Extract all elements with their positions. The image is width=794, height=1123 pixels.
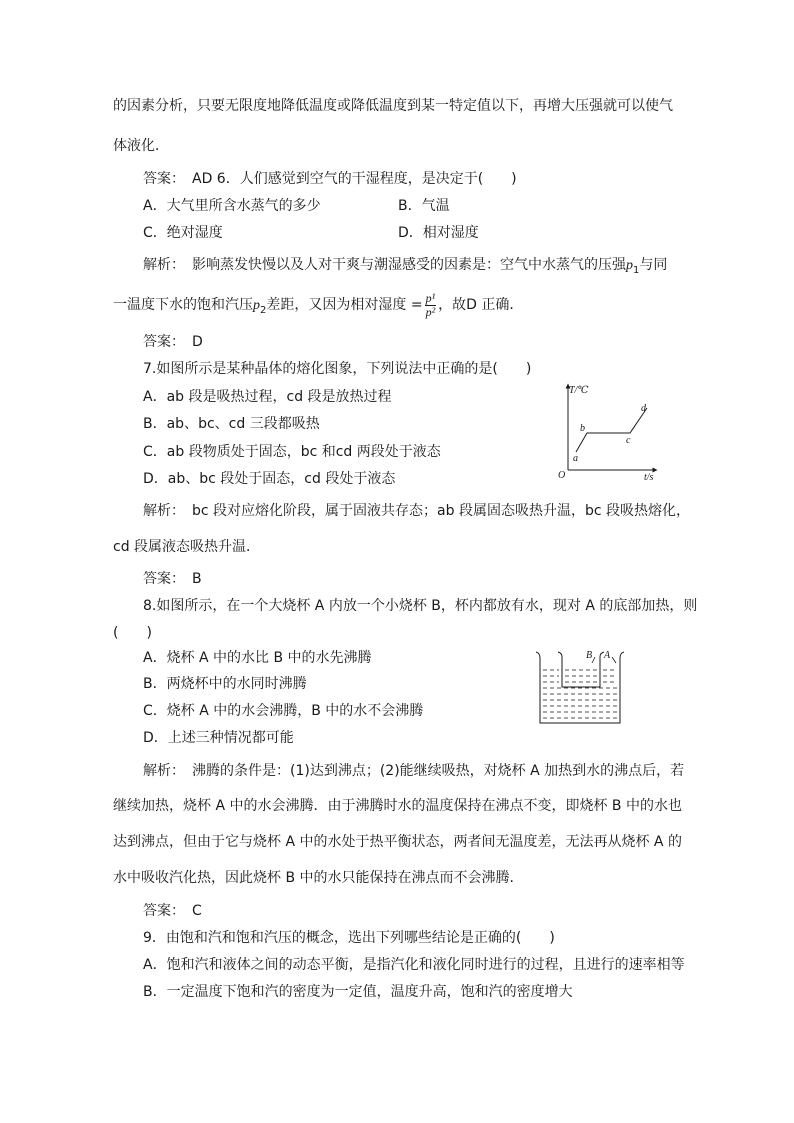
subscript: 2	[260, 304, 267, 316]
option-a: A．饱和汽和液体之间的动态平衡，是指汽化和液化同时进行的过程，且进行的速率相等	[143, 957, 685, 973]
text-line: 体液化．	[113, 138, 169, 154]
explanation-text: 一温度下水的饱和汽压	[113, 297, 253, 313]
point-c-label: c	[626, 435, 631, 446]
explanation-text: 解析： 影响蒸发快慢以及人对干爽与潮湿感受的因素是：空气中水蒸气的压强	[143, 257, 626, 273]
melting-graph	[555, 380, 670, 480]
beaker-diagram	[530, 645, 635, 730]
point-a-label: a	[573, 453, 578, 464]
fraction	[425, 292, 437, 319]
explanation-text: ，故D 正确．	[438, 297, 524, 313]
explanation-text: 与同	[639, 257, 668, 273]
fraction-denominator: p²	[425, 304, 436, 319]
answer-line: 答案： D	[143, 334, 203, 350]
option-c: C．烧杯 A 中的水会沸腾，B 中的水不会沸腾	[143, 703, 424, 719]
explanation-line: 解析： 沸腾的条件是：(1)达到沸点；(2)能继续吸热，对烧杯 A 加热到水的沸点后，若	[143, 763, 685, 779]
y-axis-label: T/℃	[569, 385, 589, 396]
option-a: A．烧杯 A 中的水比 B 中的水先沸腾	[143, 650, 372, 666]
explanation-line: 解析： bc 段对应熔化阶段，属于固液共存态；ab 段属固态吸热升温，bc 段吸热熔化，	[143, 503, 690, 519]
pointer-b	[592, 657, 595, 663]
question-7: 7.如图所示是某种晶体的熔化图象，下列说法中正确的是( )	[143, 361, 532, 377]
point-b-label: b	[580, 423, 585, 434]
label-b: B	[586, 650, 593, 661]
option-c: C．ab 段物质处于固态，bc 和cd 两段处于液态	[143, 444, 441, 460]
explanation-line: 水中吸收汽化热，因此烧杯 B 中的水只能保持在沸点而不会沸腾．	[113, 870, 524, 886]
text-line: 的因素分析，只要无限度地降低温度或降低温度到某一特定值以下，再增大压强就可以使气	[113, 98, 673, 114]
x-axis-label: t/s	[644, 472, 654, 480]
option-b: B．一定温度下饱和汽的密度为一定值，温度升高，饱和汽的密度增大	[143, 984, 573, 1000]
explanation-text: 差距，又因为相对湿度 =	[266, 297, 423, 313]
question-8-bracket: ( )	[113, 625, 152, 641]
var-p: p	[253, 298, 260, 313]
subscript: 1	[633, 264, 640, 276]
melting-curve	[576, 408, 647, 452]
label-a: A	[604, 650, 611, 661]
option-c: C．绝对湿度	[143, 225, 223, 241]
question-9: 9．由饱和汽和饱和汽压的概念，选出下列哪些结论是正确的( )	[143, 930, 555, 946]
explanation-line: 达到沸点，但由于它与烧杯 A 中的水处于热平衡状态，两者间无温度差，无法再从烧杯 A 的	[113, 834, 682, 850]
point-d-label: d	[641, 403, 646, 414]
option-d: D．ab、bc 段处于固态，cd 段处于液态	[143, 471, 396, 487]
option-b: B．气温	[398, 198, 450, 214]
explanation-line	[113, 290, 523, 326]
answer-line: 答案： B	[143, 571, 202, 587]
water-lines-outer	[543, 670, 617, 718]
answer-line: 答案： C	[143, 903, 202, 919]
explanation-line: cd 段属液态吸热升温．	[113, 539, 261, 555]
explanation-line: 继续加热，烧杯 A 中的水会沸腾．由于沸腾时水的温度保持在沸点不变，即烧杯 B 中的水也	[113, 798, 682, 814]
option-b: B．ab、bc、cd 三段都吸热	[143, 416, 320, 432]
origin-label: O	[558, 470, 566, 480]
water-lines-inner	[565, 670, 597, 682]
explanation-line	[143, 256, 667, 280]
option-a: A．大气里所含水蒸气的多少	[143, 198, 321, 214]
option-a: A．ab 段是吸热过程，cd 段是放热过程	[143, 389, 392, 405]
question-8: 8.如图所示，在一个大烧杯 A 内放一个小烧杯 B，杯内都放有水，现对 A 的底部加热，则	[143, 598, 698, 614]
answer-line: 答案： AD 6．人们感觉到空气的干湿程度，是决定于( )	[143, 171, 517, 187]
pointer-a	[612, 657, 616, 663]
option-d: D．上述三种情况都可能	[143, 730, 294, 746]
fraction-numerator: p¹	[425, 290, 436, 305]
option-b: B．两烧杯中的水同时沸腾	[143, 676, 307, 692]
var-p: p	[626, 258, 633, 273]
option-d: D．相对湿度	[398, 225, 479, 241]
